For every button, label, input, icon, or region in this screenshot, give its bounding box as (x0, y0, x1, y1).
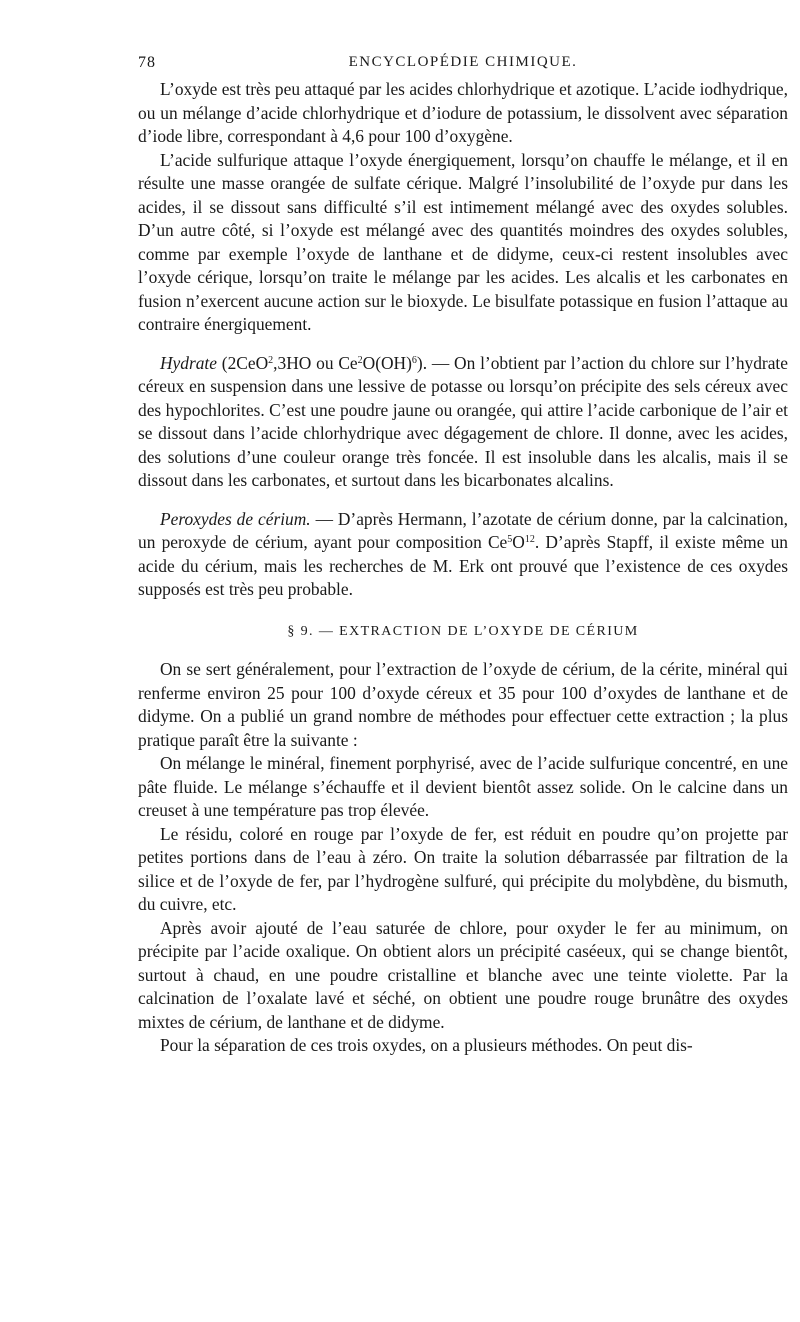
peroxides-text: — D’après Hermann, l’azotate de cérium donne, par la calcination, un peroxyde de cérium, ayant pour composition Ce (138, 508, 788, 552)
paragraph-oxide-attack: L’oxyde est très peu attaqué par les acides chlorhydrique et azotique. L’acide iodhydrique, ou un mélange d’acide chlorhydrique et d’iodure de potassium, le dissolvent avec séparation d’iode libre, correspondant à 4,6 pour 100 d’oxygène. (138, 79, 788, 146)
formula-superscript: 6 (411, 354, 417, 366)
hydrate-formula-part: O(OH) (362, 352, 412, 373)
peroxides-text: . D’après Stapff, il existe même un acide du cérium, mais les recherches de M. Erk ont prouvé que l’existence de ces oxydes supposés est très peu probable. (138, 532, 788, 599)
running-title: ENCYCLOPÉDIE CHIMIQUE. (348, 54, 578, 70)
page-number: 78 (138, 54, 156, 71)
formula-superscript: 5 (507, 534, 513, 545)
formula-superscript: 2 (268, 354, 274, 366)
paragraph-extraction-intro: On se sert généralement, pour l’extraction de l’oxyde de cérium, de la cérite, minéral qui renferme environ 25 pour 100 d’oxyde céreux et 35 pour 100 d’oxydes de lanthane et de didyme. On a publié un grand nombre de méthodes pour effectuer cette extraction ; la plus pratique paraît être la suivante : (138, 659, 788, 750)
paragraph-sulfuric-acid: L’acide sulfurique attaque l’oxyde énergiquement, lorsqu’on chauffe le mélange, et il en résulte une masse orangée de sulfate cérique. Malgré l’insolubilité de l’oxyde pur dans les acides, il se dissout sans difficulté s’il est intimement mélangé avec des oxydes solubles. D’un autre côté, si l’oxyde est mélangé avec des quantités moindres des oxydes solubles, comme par exemple l’oxyde de lanthane et de didyme, ceux-ci restent insolubles avec l’oxyde cérique, lorsqu’on traite le mélange par les acides. Les alcalis et les carbonates en fusion n’exercent aucune action sur le bioxyde. Le bisulfate potassique en fusion l’attaque au contraire énergiquement. (138, 149, 788, 334)
page-header (138, 54, 788, 78)
hydrate-formula-part: ). (416, 352, 428, 373)
paragraph-residue: Le résidu, coloré en rouge par l’oxyde de fer, est réduit en poudre qu’on projette par petites portions dans de l’eau à zéro. On traite la solution débarrassée par filtration de la silice et de l’oxyde de fer, par l’hydrogène sulfuré, qui précipite du molybdène, du bismuth, du cuivre, etc. (138, 823, 788, 914)
body-text (138, 78, 788, 1058)
paragraph-oxalic-precipitation: Après avoir ajouté de l’eau saturée de chlore, pour oxyder le fer au minimum, on précipite par l’acide oxalique. On obtient alors un précipité caséeux, qui se change bientôt, surtout à chaud, en une poudre cristalline et blanche avec une teinte violette. Par la calcination de l’oxalate lavé et séché, on obtient une poudre rouge brunâtre des oxydes mixtes de cérium, de lanthane et de didyme. (138, 917, 788, 1032)
hydrate-text: — On l’obtient par l’action du chlore sur l’hydrate céreux en suspension dans une lessive de potasse ou lorsqu’on précipite des sels céreux avec des hypochlorites. C’est une poudre jaune ou orangée, qui attire l’acide carbonique de l’air et se dissout dans l’acide chlorhydrique avec dégagement de chlore. Il donne, avec les acides, des solutions d’une couleur orange très foncée. Il est insoluble dans les alcalis, mais il se dissout dans les carbonates, et surtout dans les bicarbonates alcalins. (138, 352, 788, 490)
paragraph-hydrate (138, 352, 788, 493)
peroxides-heading: Peroxydes de cérium. (160, 508, 311, 529)
paragraph-separation: Pour la séparation de ces trois oxydes, on a plusieurs méthodes. On peut dis- (160, 1035, 693, 1055)
hydrate-formula-part: ,3HO ou Ce (273, 352, 358, 373)
section-title: § 9. — EXTRACTION DE L’OXYDE DE CÉRIUM (287, 623, 639, 639)
peroxides-text: O (512, 532, 525, 552)
paragraph-peroxides (138, 508, 788, 602)
hydrate-formula-part: (2CeO (221, 352, 269, 373)
formula-superscript: 12 (524, 534, 535, 545)
formula-superscript: 2 (357, 354, 363, 366)
hydrate-heading: Hydrate (160, 352, 217, 373)
paragraph-mixing: On mélange le minéral, finement porphyrisé, avec de l’acide sulfurique concentré, en une pâte fluide. Le mélange s’échauffe et il devient bientôt assez solide. On le calcine dans un creuset à une température pas trop élevée. (138, 753, 788, 820)
